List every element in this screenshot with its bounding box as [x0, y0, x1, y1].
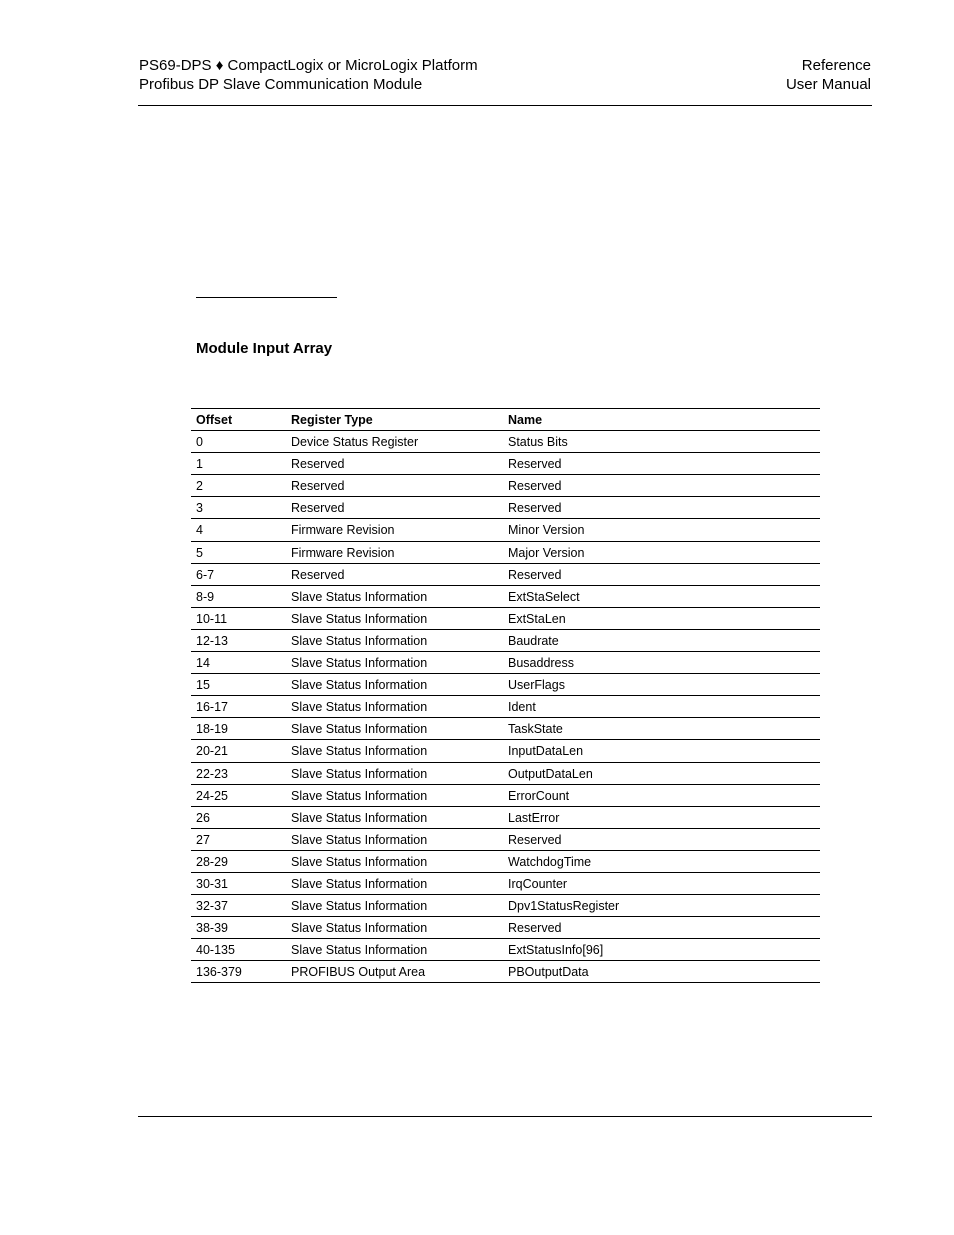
- cell-name: WatchdogTime: [508, 854, 592, 869]
- table-row: [191, 608, 820, 630]
- cell-offset: 0: [196, 435, 203, 450]
- table-row: [191, 652, 820, 674]
- cell-offset: 28-29: [196, 854, 228, 869]
- cell-register-type: Slave Status Information: [291, 722, 428, 737]
- cell-name: ExtStaSelect: [508, 589, 580, 604]
- cell-name: Reserved: [508, 832, 562, 847]
- table-row: [191, 542, 820, 564]
- cell-offset: 14: [196, 656, 210, 671]
- table-row: [191, 696, 820, 718]
- cell-name: PBOutputData: [508, 965, 589, 980]
- table-row: [191, 630, 820, 652]
- cell-register-type: Slave Status Information: [291, 943, 428, 958]
- header-right: [786, 56, 871, 94]
- cell-offset: 16-17: [196, 700, 228, 715]
- cell-offset: 38-39: [196, 921, 228, 936]
- table-row: [191, 895, 820, 917]
- cell-register-type: Slave Status Information: [291, 589, 428, 604]
- table-row: [191, 674, 820, 696]
- cell-register-type: Device Status Register: [291, 435, 419, 450]
- column-header-offset: Offset: [196, 413, 233, 427]
- cell-name: TaskState: [508, 722, 563, 737]
- cell-offset: 15: [196, 678, 210, 693]
- column-header-name: Name: [508, 413, 543, 427]
- table-row: [191, 851, 820, 873]
- cell-name: IrqCounter: [508, 876, 568, 891]
- cell-name: Busaddress: [508, 656, 575, 671]
- cell-register-type: Firmware Revision: [291, 545, 395, 560]
- cell-register-type: Slave Status Information: [291, 633, 428, 648]
- table-row: [191, 939, 820, 961]
- cell-offset: 12-13: [196, 633, 228, 648]
- table-row: [191, 564, 820, 586]
- cell-name: OutputDataLen: [508, 766, 593, 781]
- cell-offset: 4: [196, 523, 203, 538]
- cell-offset: 18-19: [196, 722, 228, 737]
- cell-register-type: Slave Status Information: [291, 656, 428, 671]
- cell-register-type: Slave Status Information: [291, 899, 428, 914]
- cell-offset: 136-379: [196, 965, 242, 980]
- header-section-name: Reference: [801, 57, 871, 74]
- cell-offset: 3: [196, 501, 203, 516]
- cell-register-type: Slave Status Information: [291, 876, 428, 891]
- cell-name: Baudrate: [508, 633, 559, 648]
- cell-offset: 1: [196, 457, 203, 472]
- cell-name: Major Version: [508, 545, 585, 560]
- cell-name: Ident: [508, 700, 536, 715]
- footer-divider: [138, 1116, 872, 1117]
- cell-name: Minor Version: [508, 523, 585, 538]
- table-row: [191, 829, 820, 851]
- cell-name: Reserved: [508, 501, 562, 516]
- cell-name: Status Bits: [508, 435, 568, 450]
- cell-offset: 22-23: [196, 766, 228, 781]
- cell-name: ExtStaLen: [508, 611, 566, 626]
- column-header-register-type: Register Type: [291, 413, 373, 427]
- cell-register-type: Reserved: [291, 567, 345, 582]
- table-row: [191, 807, 820, 829]
- table-row: [191, 497, 820, 519]
- section-title: Module Input Array: [196, 340, 333, 357]
- table-row: [191, 586, 820, 608]
- cell-offset: 20-21: [196, 744, 228, 759]
- cell-register-type: Slave Status Information: [291, 766, 428, 781]
- header-divider: [138, 105, 872, 106]
- short-divider: [196, 297, 337, 298]
- cell-name: LastError: [508, 810, 560, 825]
- table-row: [191, 453, 820, 475]
- cell-offset: 32-37: [196, 899, 228, 914]
- table-row: [191, 740, 820, 762]
- cell-offset: 30-31: [196, 876, 228, 891]
- cell-offset: 27: [196, 832, 210, 847]
- cell-offset: 10-11: [196, 611, 228, 626]
- cell-name: Dpv1StatusRegister: [508, 899, 620, 914]
- table-header-row: [191, 409, 820, 431]
- cell-register-type: PROFIBUS Output Area: [291, 965, 426, 980]
- module-input-array-table: [191, 408, 820, 983]
- table-row: [191, 475, 820, 497]
- table-row: [191, 785, 820, 807]
- table-row: [191, 519, 820, 541]
- cell-offset: 24-25: [196, 788, 228, 803]
- cell-register-type: Reserved: [291, 457, 345, 472]
- cell-offset: 40-135: [196, 943, 235, 958]
- cell-offset: 6-7: [196, 567, 215, 582]
- table-row: [191, 873, 820, 895]
- cell-register-type: Slave Status Information: [291, 700, 428, 715]
- cell-name: Reserved: [508, 479, 562, 494]
- cell-register-type: Slave Status Information: [291, 678, 428, 693]
- cell-register-type: Slave Status Information: [291, 921, 428, 936]
- cell-register-type: Slave Status Information: [291, 611, 428, 626]
- header-left: [139, 56, 478, 94]
- header-document-type: User Manual: [785, 76, 871, 93]
- table-row: [191, 763, 820, 785]
- cell-register-type: Reserved: [291, 479, 345, 494]
- table-row: [191, 917, 820, 939]
- cell-name: Reserved: [508, 457, 562, 472]
- cell-offset: 2: [196, 479, 203, 494]
- header-product-title: PS69-DPS ♦ CompactLogix or MicroLogix Platform: [139, 57, 478, 74]
- table-row: [191, 961, 820, 983]
- table-row: [191, 718, 820, 740]
- cell-offset: 5: [196, 545, 203, 560]
- cell-offset: 8-9: [196, 589, 215, 604]
- cell-offset: 26: [196, 810, 210, 825]
- cell-name: InputDataLen: [508, 744, 584, 759]
- cell-register-type: Slave Status Information: [291, 854, 428, 869]
- cell-name: Reserved: [508, 921, 562, 936]
- header-product-subtitle: Profibus DP Slave Communication Module: [139, 76, 423, 93]
- cell-name: Reserved: [508, 567, 562, 582]
- table-row: [191, 431, 820, 453]
- cell-name: ExtStatusInfo[96]: [508, 943, 604, 958]
- cell-register-type: Slave Status Information: [291, 788, 428, 803]
- cell-name: UserFlags: [508, 678, 565, 693]
- cell-name: ErrorCount: [508, 788, 570, 803]
- cell-register-type: Slave Status Information: [291, 744, 428, 759]
- cell-register-type: Slave Status Information: [291, 832, 428, 847]
- cell-register-type: Firmware Revision: [291, 523, 395, 538]
- cell-register-type: Slave Status Information: [291, 810, 428, 825]
- cell-register-type: Reserved: [291, 501, 345, 516]
